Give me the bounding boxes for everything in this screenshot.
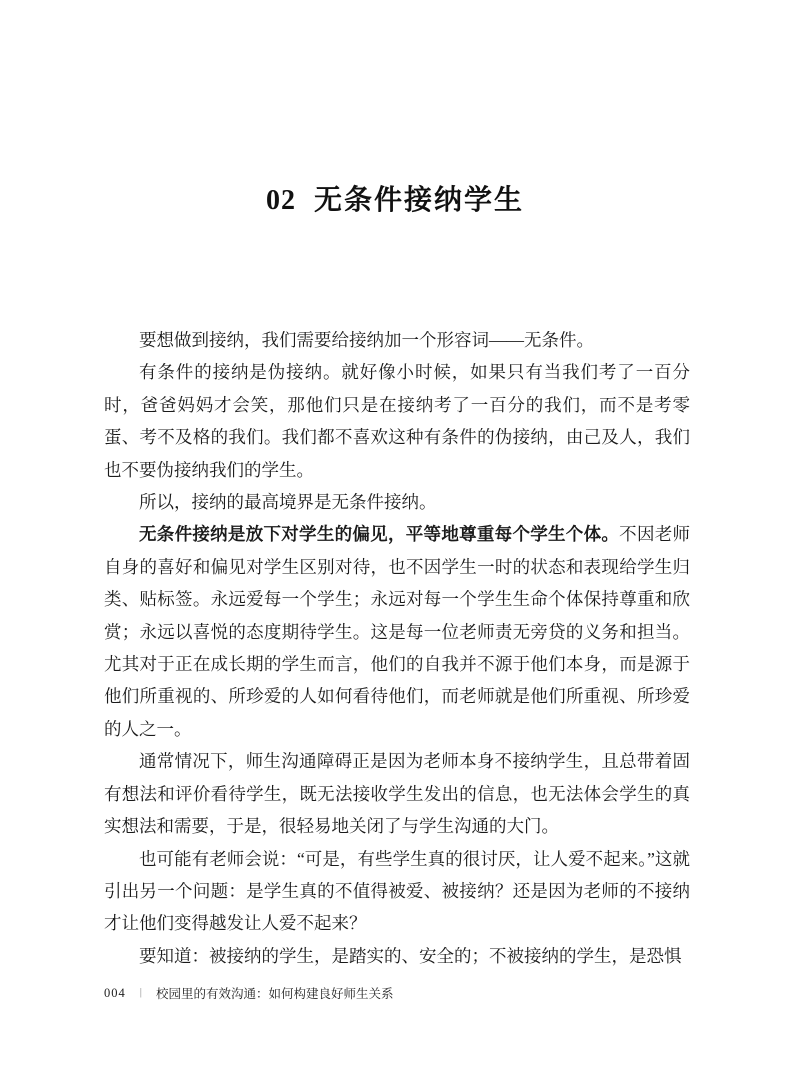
paragraph-text: 不因老师自身的喜好和偏见对学生区别对待，也不因学生一时的状态和表现给学生归类、贴标签。永远爱每一个学生；永远对每一个学生生命个体保持尊重和欣赏；永远以喜悦的态度期待学生。这是每一位老师责无旁贷的义务和担当。尤其对于正在成长期的学生而言，他们的自我并不源于他们本身，而是源于他们所重视的、所珍爱的人如何看待他们，而老师就是他们所重视、所珍爱的人之一。 bbox=[104, 524, 691, 739]
paragraph-text: 也可能有老师会说：“可是，有些学生真的很讨厌，让人爱不起来。”这就引出另一个问题：是学生真的不值得被爱、被接纳？还是因为老师的不接纳才让他们变得越发让人爱不起来？ bbox=[104, 848, 690, 934]
paragraph-text: 要知道：被接纳的学生，是踏实的、安全的；不被接纳的学生，是恐惧 bbox=[139, 945, 682, 966]
paragraph bbox=[104, 745, 690, 842]
paragraph-bold-text: 无条件接纳是放下对学生的偏见，平等地尊重每个学生个体。 bbox=[139, 524, 620, 545]
chapter-heading bbox=[0, 178, 790, 218]
paragraph-text: 要想做到接纳，我们需要给接纳加一个形容词——无条件。 bbox=[139, 330, 594, 350]
paragraph bbox=[104, 940, 690, 972]
paragraph-text: 所以，接纳的最高境界是无条件接纳。 bbox=[139, 492, 437, 513]
paragraph-text: 通常情况下，师生沟通障碍正是因为老师本身不接纳学生，且总带着固有想法和评价看待学生，既无法接收学生发出的信息，也无法体会学生的真实想法和需要，于是，很轻易地关闭了与学生沟通的大门。 bbox=[104, 751, 690, 837]
paragraph bbox=[104, 486, 690, 518]
paragraph-text: 有条件的接纳是伪接纳。就好像小时候，如果只有当我们考了一百分时，爸爸妈妈才会笑，那他们只是在接纳考了一百分的我们，而不是考零蛋、考不及格的我们。我们都不喜欢这种有条件的伪接纳，由己及人，我们也不要伪接纳我们的学生。 bbox=[104, 362, 690, 480]
footer-separator: | bbox=[139, 986, 142, 998]
paragraph bbox=[104, 356, 690, 486]
page-number: 004 bbox=[104, 985, 126, 1000]
footer-book-title: 校园里的有效沟通：如何构建良好师生关系 bbox=[155, 987, 394, 1001]
paragraph bbox=[104, 324, 690, 356]
paragraph bbox=[104, 843, 690, 940]
paragraph bbox=[104, 518, 690, 745]
body-text bbox=[104, 324, 690, 972]
chapter-title: 无条件接纳学生 bbox=[313, 185, 524, 216]
page-footer bbox=[104, 984, 393, 1002]
chapter-number: 02 bbox=[265, 185, 296, 216]
